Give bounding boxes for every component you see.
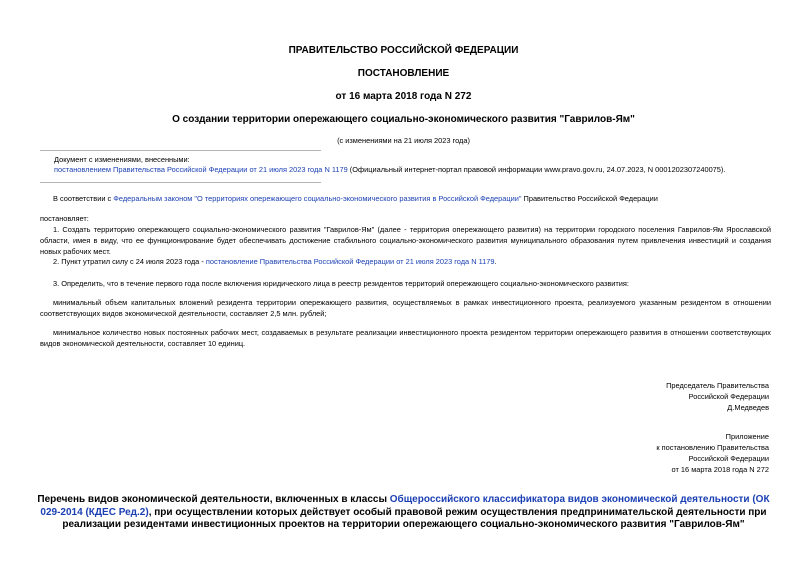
appendix-line-3: Российской Федерации [688,454,769,463]
changes-link[interactable]: постановлением Правительства Российской Федерации от 21 июля 2023 года N 1179 [54,165,348,174]
paragraph-2-before: 2. Пункт утратил силу с 24 июля 2023 года - [53,257,206,266]
classifier-link[interactable]: Общероссийского классификатора видов экономической деятельности (ОК 029-2014 (КДЕС Ред.2) [40,494,770,518]
preamble [40,194,771,205]
paragraph-2-link[interactable]: постановление Правительства Российской Федерации от 21 июля 2023 года N 1179 [205,257,495,266]
appendix-reference [656,431,769,475]
date-number-heading: от 16 марта 2018 года N 272 [335,91,472,102]
appendix-line-1: Приложение [725,432,769,441]
doc-type-heading: ПОСТАНОВЛЕНИЕ [357,68,450,79]
changes-source [54,165,784,176]
divider-bottom [40,182,321,183]
appendix-line-4: от 16 марта 2018 года N 272 [671,465,769,474]
appendix-title-before: Перечень видов экономической деятельности, включенных в классы [37,494,390,505]
document-title: О создании территории опережающего социально-экономического развития "Гаврилов-Ям" [172,114,635,125]
decree-word: постановляет: [40,214,89,223]
changes-intro: Документ с изменениями, внесенными: [54,155,190,164]
appendix-title-after: , при осуществлении которых действует особый правовой режим осуществления предпринимательской деятельности при реализации резидентами инвестиционных проектов на территории опережающего социально-экономического развития "Гаврилов-Ям" [62,506,767,530]
preamble-before: В соответствии с [53,194,114,203]
paragraph-3a: минимальный объем капитальных вложений резидента территории опережающего развития, осуществляемых в рамках инвестиционного проекта, реализуемого указанным резидентом в отношении соответствующих видов экономической деятельности, составляет 2,5 млн. рублей; [40,298,771,318]
signature-line-3: Д.Медведев [727,403,769,412]
paragraph-1: 1. Создать территорию опережающего социально-экономического развития "Гаврилов-Ям" (далее - территория опережающего развития) на территории городского поселения Гаврилов-Ям Ярославской области, имея в виду, что ее функционирование будет обеспечивать достижение стабильного социально-экономического развития муниципального образования путем привлечения инвестиций и создания новых рабочих мест. [40,225,771,256]
paragraph-3: 3. Определить, что в течение первого года после включения юридического лица в реестр резидентов территорий опережающего социально-экономического развития: [53,279,629,288]
changes-tail: (Официальный интернет-портал правовой информации www.pravo.gov.ru, 24.07.2023, N 0001202307240075). [347,165,726,174]
paragraph-2-after: . [494,257,497,266]
federal-law-link[interactable]: Федеральным законом "О территориях опережающего социально-экономического развития в Российской Федерации" [113,194,522,203]
paragraph-2 [40,257,771,268]
signature-block [666,380,769,413]
preamble-after: Правительство Российской Федерации [521,194,658,203]
appendix-line-2: к постановлению Правительства [656,443,769,452]
paragraph-3b: минимальное количество новых постоянных рабочих мест, создаваемых в результате реализации инвестиционного проекта резидентом территории опережающего развития в отношении соответствующих видов экономической деятельности, составляет 10 единиц. [40,328,771,348]
signature-line-2: Российской Федерации [688,392,769,401]
appendix-title [35,494,772,532]
signature-line-1: Председатель Правительства [666,381,769,390]
amendments-note: (с изменениями на 21 июля 2023 года) [337,136,470,145]
divider-top [40,150,321,151]
authority-heading: ПРАВИТЕЛЬСТВО РОССИЙСКОЙ ФЕДЕРАЦИИ [288,45,519,56]
